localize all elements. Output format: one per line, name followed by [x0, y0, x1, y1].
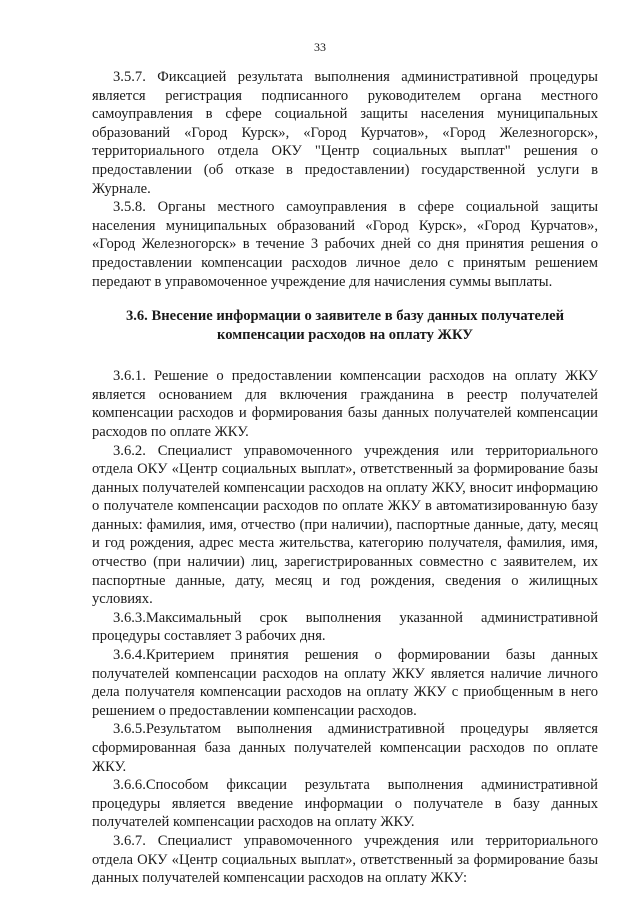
heading-line-1: 3.6. Внесение информации о заявителе в базу данных получателей: [125, 308, 565, 325]
paragraph-3-6-3: 3.6.3.Максимальный срок выполнения указанной административной процедуры составляет 3 рабочих дня.: [92, 609, 598, 645]
paragraph-3-5-7: 3.5.7. Фиксацией результата выполнения административной процедуры является регистрация подписанного руководителем органа местного самоуправления в сфере социальной защиты населения муниципальных образований «Город Курск», «Город Курчатов», «Город Железногорск», территориального отдела ОКУ "Центр социальных выплат" решения о предоставлении (об отказе в предоставлении) государственной услуги в Журнале.: [92, 69, 598, 197]
paragraph-3-5-8: 3.5.8. Органы местного самоуправления в сфере социальной защиты населения муниципальных образований «Город Курск», «Город Курчатов», «Город Железногорск» в течение 3 рабочих дней со дня принятия решения о предоставлении компенсации расходов личное дело с принятым решением передают в управомоченное учреждение для начисления суммы выплаты.: [92, 199, 598, 290]
paragraph-3-6-2: 3.6.2. Специалист управомоченного учреждения или территориального отдела ОКУ «Центр социальных выплат», ответственный за формирование базы данных получателей компенсации расходов на оплату ЖКУ, вносит информацию о получателе компенсации расходов по оплате ЖКУ в автоматизированную базу данных: фамилия, имя, отчество (при наличии), паспортные данные, дату, месяц и год рождения, адрес места жительства, категорию получателя, фамилия, имя, отчество (при наличии) лиц, зарегистрированных совместно с заявителем, их паспортные данные, дату, месяц и год рождения, сведения о жилищных условиях.: [92, 442, 598, 608]
paragraph-3-6-1: 3.6.1. Решение о предоставлении компенсации расходов на оплату ЖКУ является основанием для включения гражданина в реестр получателей компенсации расходов и формирования базы данных получателей компенсации расходов по оплате ЖКУ.: [92, 368, 598, 440]
page-number: 33: [314, 40, 326, 54]
paragraph-3-6-7: 3.6.7. Специалист управомоченного учреждения или территориального отдела ОКУ «Центр социальных выплат», ответственный за формирование базы данных получателей компенсации расходов на оплату ЖКУ:: [92, 832, 598, 887]
document-body: [92, 68, 598, 888]
heading-line-2: компенсации расходов на оплату ЖКУ: [217, 327, 473, 344]
paragraph-3-6-4: 3.6.4.Критерием принятия решения о формировании базы данных получателей компенсации расходов на оплату ЖКУ является наличие личного дела получателя компенсации расходов на оплату ЖКУ с приобщенным в него решением о предоставлении компенсации расходов.: [92, 647, 598, 719]
section-heading-3-6: [92, 307, 598, 345]
paragraph-3-6-6: 3.6.6.Способом фиксации результата выполнения административной процедуры является введение информации о получателе в базу данных получателей компенсации расходов на оплату ЖКУ.: [92, 777, 598, 831]
paragraph-3-6-5: 3.6.5.Результатом выполнения административной процедуры является сформированная база данных получателей компенсации расходов по оплате ЖКУ.: [92, 721, 598, 775]
